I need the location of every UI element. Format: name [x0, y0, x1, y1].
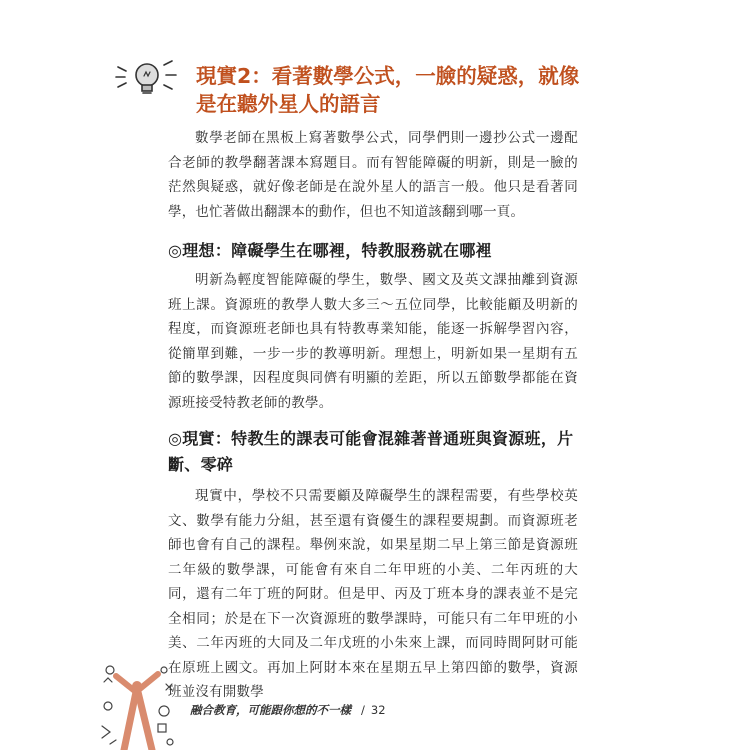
section-heading: ◎現實：特教生的課表可能會混雜著普通班與資源班，片斷、零碎: [168, 429, 574, 474]
section-paragraph: 明新為輕度智能障礙的學生，數學、國文及英文課抽離到資源班上課。資源班的教學人數大多三～五位同學，比較能顧及明新的程度，而資源班老師也具有特教專業知能，能逐一拆解學習內容，從簡單到難，一步一步的教導明新。理想上，明新如果一星期有五節的數學課，因程度與同儕有明顯的差距，所以五節數學都能在資源班接受特教老師的教學。: [168, 272, 578, 411]
section-reality: [168, 426, 578, 705]
page-number: 32: [370, 703, 386, 717]
book-title: 融合教育，可能跟你想的不一樣: [190, 703, 351, 717]
section-heading: ◎理想：障礙學生在哪裡，特教服務就在哪裡: [168, 241, 492, 260]
section-paragraph: 現實中，學校不只需要顧及障礙學生的課程需要，有些學校英文、數學有能力分組，甚至還有資優生的課程要規劃。而資源班老師也會有自己的課程。舉例來說，如果星期二早上第三節是資源班二年級的數學課，可能會有來自二年甲班的小美、二年丙班的大同，還有二年丁班的阿財。但是甲、丙及丁班本身的課表並不是完全相同；於是在下一次資源班的數學課時，可能只有二年甲班的小美、二年丙班的大同及二年戊班的小朱來上課，而同時間阿財可能在原班上國文。再加上阿財本來在星期五早上第四節的數學，資源班並沒有開數學: [168, 488, 578, 700]
section-ideal: [168, 238, 578, 415]
lightbulb-icon: [114, 57, 180, 97]
children-illustration-icon: [96, 662, 182, 750]
intro-paragraph: 數學老師在黑板上寫著數學公式，同學們則一邊抄公式一邊配合老師的教學翻著課本寫題目。而有智能障礙的明新，則是一臉的茫然與疑惑，就好像老師是在說外星人的語言一般。他只是看著同學，也忙著做出翻課本的動作，但也不知道該翻到哪一頁。: [168, 130, 578, 220]
page-footer: [190, 702, 386, 718]
page-title: 現實2：看著數學公式，一臉的疑惑，就像是在聽外星人的語言: [196, 64, 580, 116]
intro-block: [168, 126, 578, 224]
footer-separator: /: [361, 703, 365, 717]
